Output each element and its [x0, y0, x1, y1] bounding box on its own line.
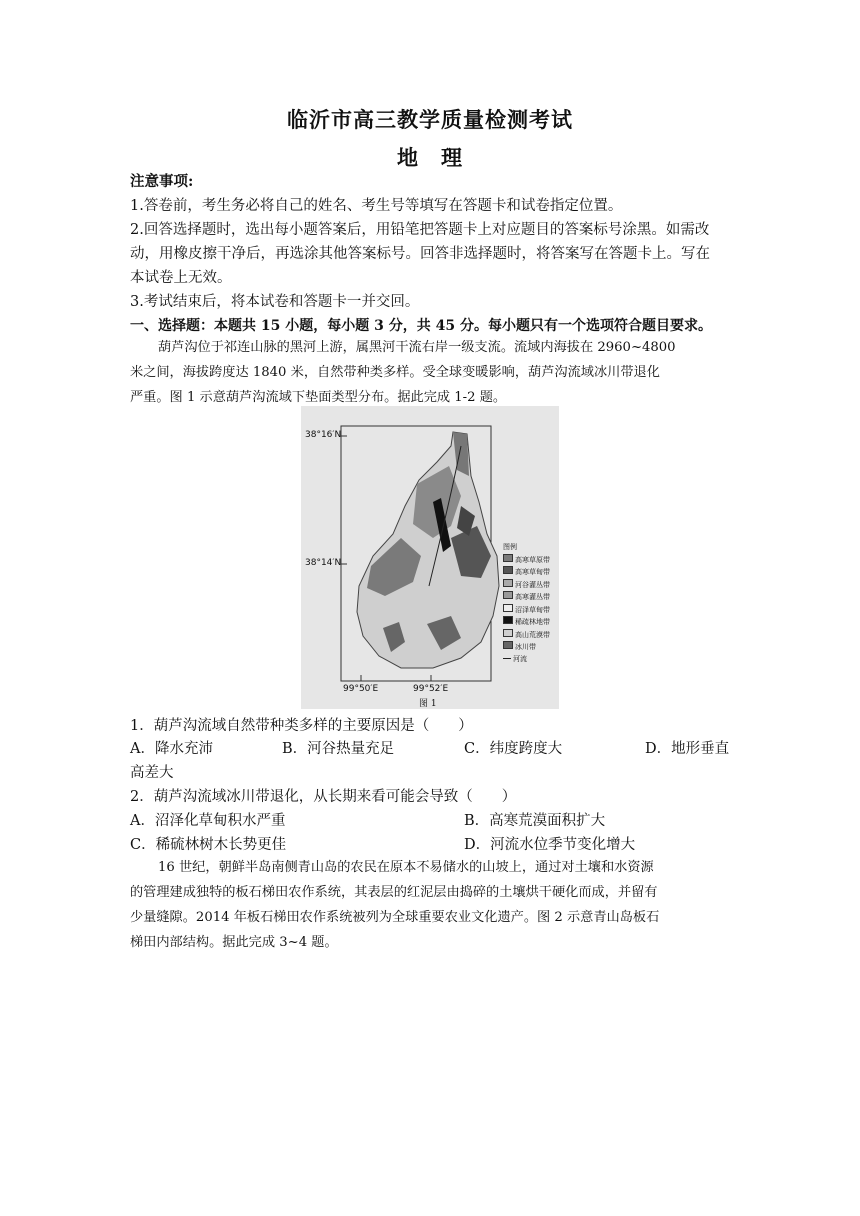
q1-option-d-continued: 高差大 — [130, 765, 174, 781]
lat-label-top: 38°16′N — [305, 430, 342, 440]
passage-line: 的管理建成独特的板石梯田农作系统，其表层的红泥层由捣碎的土壤烘干硬化而成，并留有 — [130, 885, 658, 900]
legend-item: 河谷灌丛带 — [503, 579, 557, 592]
notice-item: 动，用橡皮擦干净后，再选涂其他答案标号。回答非选择题时，将答案写在答题卡上。写在 — [130, 246, 710, 262]
passage-line: 严重。图 1 示意葫芦沟流域下垫面类型分布。据此完成 1-2 题。 — [130, 390, 507, 405]
q2-option-b: B．高寒荒漠面积扩大 — [464, 813, 606, 829]
q2-option-c: C．稀硫林树木长势更佳 — [130, 837, 287, 853]
passage-line: 少量缝隙。2014 年板石梯田农作系统被列为全球重要农业文化遗产。图 2 示意青山岛板石 — [130, 910, 660, 925]
legend-item: 河流 — [503, 654, 557, 666]
passage-1 — [130, 335, 735, 410]
q2-option-a: A．沼泽化草甸积水严重 — [130, 813, 286, 829]
passage-line: 米之间，海拔跨度达 1840 米，自然带种类多样。受全球变暖影响，葫芦沟流域冰川带退化 — [130, 365, 660, 380]
exam-title: 临沂市高三教学质量检测考试 — [287, 107, 573, 132]
notice-item: 1.答卷前，考生务必将自己的姓名、考生号等填写在答题卡和试卷指定位置。 — [130, 198, 623, 214]
map-legend — [503, 542, 557, 665]
figure-1-map — [301, 406, 559, 709]
q1-option-d: D．地形垂直 — [645, 741, 730, 757]
notice-item: 本试卷上无效。 — [130, 270, 232, 286]
passage-line: 16 世纪，朝鲜半岛南侧青山岛的农民在原本不易储水的山坡上，通过对土壤和水资源 — [158, 860, 654, 875]
lon-label-right: 99°52′E — [413, 684, 449, 694]
question-1-stem: 1．葫芦沟流域自然带种类多样的主要原因是（ ） — [130, 718, 473, 734]
legend-item: 高山荒漠带 — [503, 629, 557, 642]
passage-line: 葫芦沟位于祁连山脉的黑河上游，属黑河干流右岸一级支流。流域内海拔在 2960~4800 — [158, 340, 676, 355]
legend-title: 图例 — [503, 543, 517, 551]
q1-option-c: C．纬度跨度大 — [464, 741, 563, 757]
question-2-stem: 2．葫芦沟流域冰川带退化，从长期来看可能会导致（ ） — [130, 789, 517, 805]
legend-item: 冰川带 — [503, 641, 557, 654]
q2-option-d: D．河流水位季节变化增大 — [464, 837, 636, 853]
q1-option-b: B．河谷热量充足 — [282, 741, 395, 757]
figure-caption: 图 1 — [419, 699, 437, 709]
q1-option-a: A．降水充沛 — [130, 741, 213, 757]
legend-item: 稀疏林地带 — [503, 616, 557, 629]
passage-line: 梯田内部结构。据此完成 3~4 题。 — [130, 935, 338, 950]
section-heading: 一、选择题：本题共 15 小题，每小题 3 分，共 45 分。每小题只有一个选项符合题目要求。 — [130, 318, 712, 334]
notice-item: 2.回答选择题时，选出每小题答案后，用铅笔把答题卡上对应题目的答案标号涂黑。如需改 — [130, 222, 710, 238]
legend-item: 沼泽草甸带 — [503, 604, 557, 617]
notice-item: 3.考试结束后，将本试卷和答题卡一并交回。 — [130, 294, 420, 310]
lat-label-mid: 38°14′N — [305, 558, 342, 568]
lon-label-left: 99°50′E — [343, 684, 379, 694]
passage-2 — [130, 855, 735, 955]
legend-item: 高寒草甸带 — [503, 566, 557, 579]
legend-item: 高寒灌丛带 — [503, 591, 557, 604]
legend-item: 高寒草原带 — [503, 554, 557, 567]
subject-title: 地 理 — [397, 145, 463, 170]
notice-heading: 注意事项: — [130, 173, 194, 190]
